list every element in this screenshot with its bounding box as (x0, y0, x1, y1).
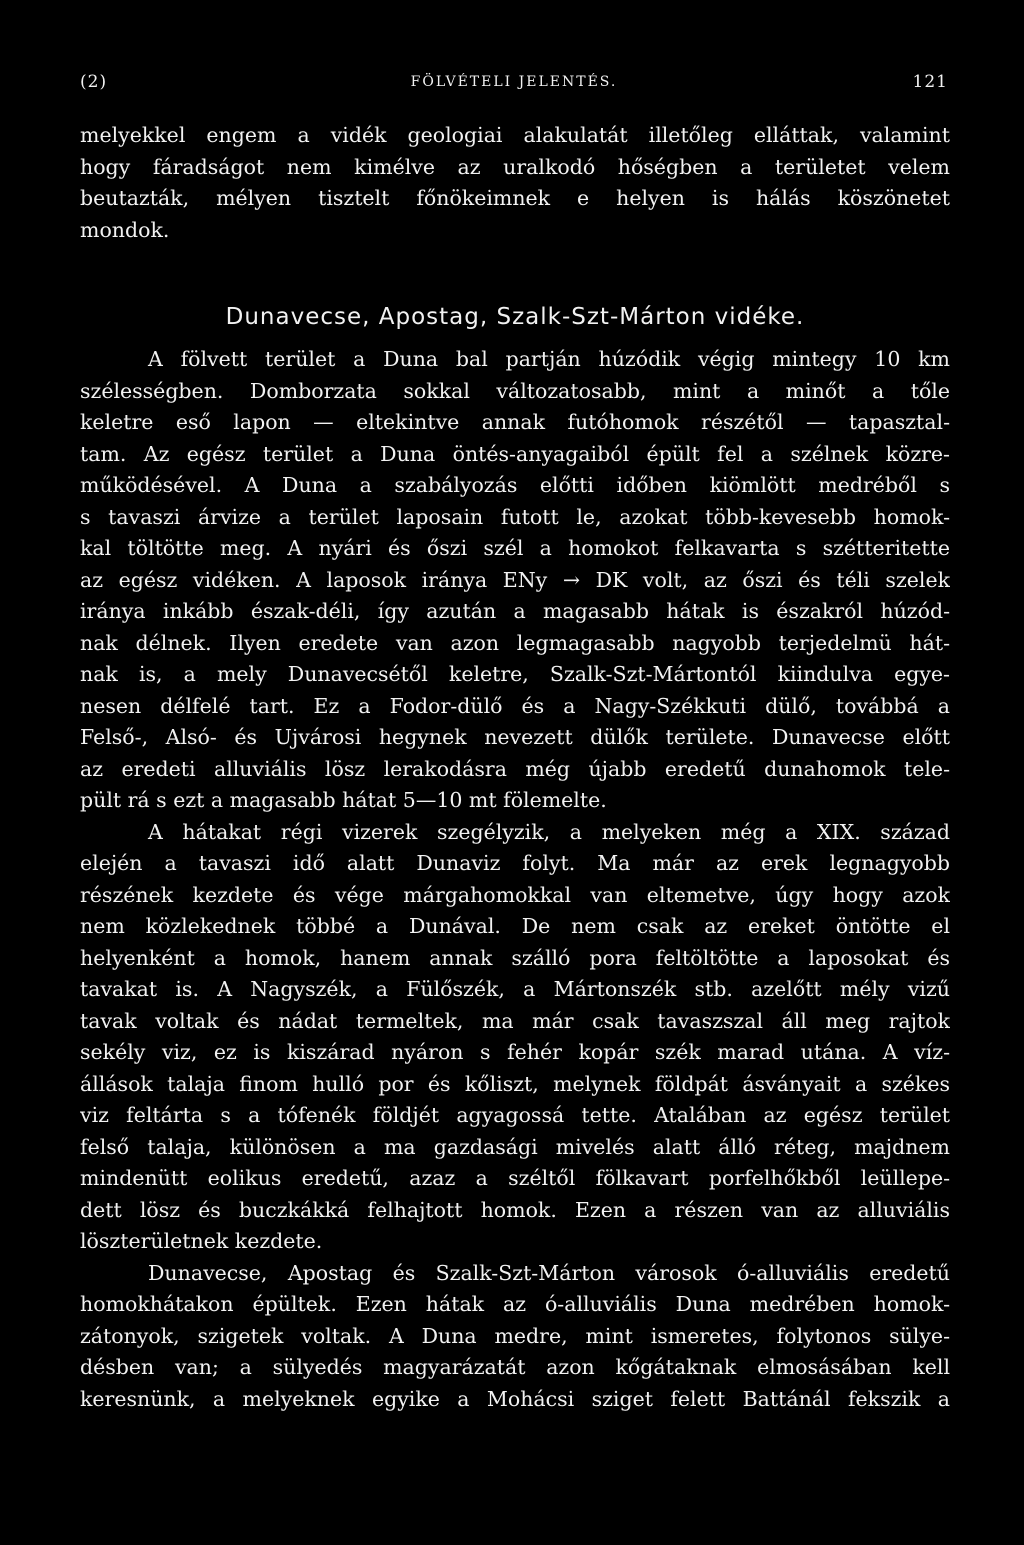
text-line: tavakat is. A Nagyszék, a Fülőszék, a Mártonszék stb. azelőtt mély vizű (80, 977, 950, 1001)
text-line: beutazták, mélyen tisztelt főnökeimnek e helyen is hálás köszönetet (80, 186, 950, 210)
text-line: kal töltötte meg. A nyári és őszi szél a homokot felkavarta s szétteritette (80, 536, 950, 560)
text-line: Dunavecse, Apostag és Szalk-Szt-Márton városok ó-alluviális eredetű (148, 1260, 950, 1285)
paragraph-2 (80, 817, 950, 1258)
text-line: homokhátakon épültek. Ezen hátak az ó-alluviális Duna medrében homok- (80, 1292, 950, 1316)
text-line: Felső-, Alsó- és Ujvárosi hegynek nevezett dülők területe. Dunavecse előtt (80, 725, 950, 749)
text-line: löszterületnek kezdete. (80, 1229, 323, 1253)
text-line: tavak voltak és nádat termeltek, ma már csak tavaszszal áll meg rajtok (80, 1008, 950, 1033)
text-line: elején a tavaszi idő alatt Dunaviz folyt. Ma már az erek legnagyobb (80, 851, 950, 875)
text-line: működésével. A Duna a szabályozás előtti időben kiömlött medréből s (80, 473, 950, 497)
text-line: keresnünk, a melyeknek egyike a Mohácsi sziget felett Battánál fekszik a (80, 1386, 950, 1411)
text-line: állások talaja finom hulló por és kőliszt, melynek földpát ásványait a székes (80, 1071, 950, 1096)
text-line: felső talaja, különösen a ma gazdasági mivelés alatt álló réteg, majdnem (80, 1134, 950, 1159)
text-line: pült rá s ezt a magasabb hátat 5—10 mt fölemelte. (80, 788, 607, 812)
text-line: iránya inkább észak-déli, így azután a magasabb hátak is északról húzód- (80, 599, 950, 623)
text-line: nak is, a mely Dunavecsétől keletre, Szalk-Szt-Mártontól kiindulva egye- (80, 662, 950, 686)
header-running-title: FÖLVÉTELI JELENTÉS. (410, 74, 618, 90)
text-line: melyekkel engem a vidék geologiai alakulatát illetőleg elláttak, valamint (80, 123, 950, 147)
text-line: hogy fáradságot nem kimélve az uralkodó hőségben a területet velem (80, 154, 950, 179)
intro-paragraph (80, 120, 950, 246)
text-line: tam. Az egész terület a Duna öntés-anyagaiból épült fel a szélnek közre- (80, 441, 950, 466)
page-number: 121 (912, 72, 948, 92)
text-line: nak délnek. Ilyen eredete van azon legmagasabb nagyobb terjedelmü hát- (80, 630, 950, 655)
text-line: helyenként a homok, hanem annak szálló pora feltöltötte a laposokat és (80, 945, 950, 970)
text-line: zátonyok, szigetek voltak. A Duna medre, mint ismeretes, folytonos sülye- (80, 1323, 950, 1348)
text-line: désben van; a sülyedés magyarázatát azon kőgátaknak elmosásában kell (80, 1355, 950, 1379)
text-line: A fölvett terület a Duna bal partján húzódik végig mintegy 10 km (148, 347, 950, 371)
text-line: mindenütt eolikus eredetű, azaz a széltől fölkavart porfelhőkből leüllepe- (80, 1166, 950, 1190)
text-line: keletre eső lapon — eltekintve annak futóhomok részétől — tapasztal- (80, 410, 950, 434)
text-line: A hátakat régi vizerek szegélyzik, a melyeken még a XIX. század (148, 819, 950, 844)
header-section-number: (2) (80, 72, 108, 92)
text-line: az eredeti alluviális lösz lerakodásra még újabb eredetű dunahomok tele- (80, 756, 950, 781)
text-line: az egész vidéken. A laposok iránya ENy → DK volt, az őszi és téli szelek (80, 567, 950, 592)
text-line: szélességben. Domborzata sokkal változatosabb, mint a minőt a tőle (80, 378, 950, 403)
page-header (80, 66, 948, 96)
text-line: sekély viz, ez is kiszárad nyáron s fehér kopár szék marad utána. A víz- (80, 1040, 950, 1064)
text-line: viz feltárta s a tófenék földjét agyagossá tette. Atalában az egész terület (80, 1103, 950, 1127)
text-line: nesen délfelé tart. Ez a Fodor-dülő és a Nagy-Székkuti dülő, továbbá a (80, 693, 950, 718)
text-line: részének kezdete és vége márgahomokkal van eltemetve, úgy hogy azok (80, 882, 950, 907)
section-heading: Dunavecse, Apostag, Szalk-Szt-Márton vidéke. (225, 304, 805, 330)
text-line: dett lösz és buczkákká felhajtott homok. Ezen a részen van az alluviális (80, 1197, 950, 1222)
text-line: nem közlekednek többé a Dunával. De nem csak az ereket öntötte el (80, 914, 950, 938)
text-line: s tavaszi árvize a terület laposain futott le, azokat több-kevesebb homok- (80, 504, 950, 529)
page-body (80, 120, 950, 1415)
paragraph-3 (80, 1258, 950, 1416)
text-line: mondok. (80, 217, 170, 242)
paragraph-1 (80, 344, 950, 817)
